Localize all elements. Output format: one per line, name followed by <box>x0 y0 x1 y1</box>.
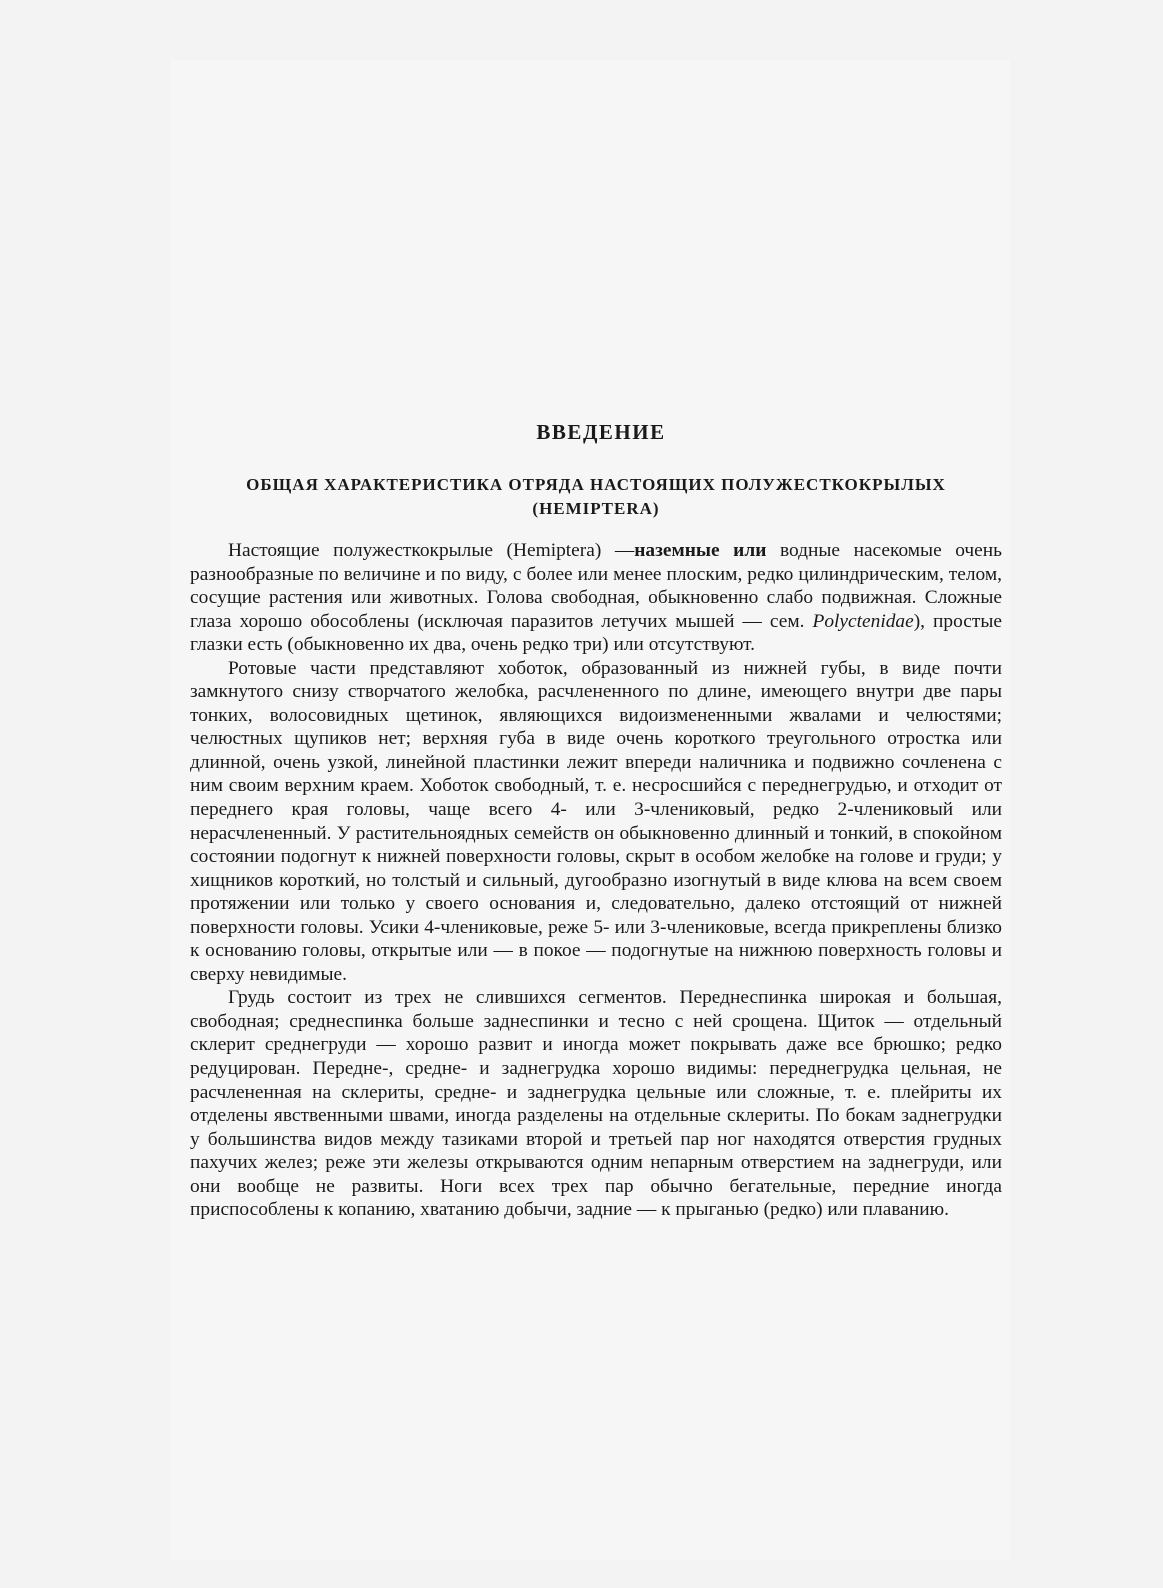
paragraph-3: Грудь состоит из трех не слившихся сегментов. Переднеспинка широкая и большая, свободная; среднеспинка больше заднеспинки и тесно с ней срощена. Щиток — отдельный склерит среднегруди — хорошо развит и иногда может покрывать даже все брюшко; редко редуцирован. Передне-, средне- и заднегрудка хорошо видимы: переднегрудка цельная, не расчлененная на склериты, средне- и заднегрудка цельные или сложные, т. е. плейриты их отделены явственными швами, иногда разделены на отдельные склериты. По бокам заднегрудки у большинства видов между тазиками второй и третьей пар ног находятся отверстия грудных пахучих желез; реже эти железы открываются одним непарным отверстием на заднегруди, или они вообще не развиты. Ноги всех трех пар обычно бегательные, передние иногда приспособлены к копанию, хватанию добычи, задние — к прыганью (редко) или плаванию. <box>190 987 1002 1221</box>
paragraph-2: Ротовые части представляют хоботок, образованный из нижней губы, в виде почти замкнутого снизу створчатого желобка, расчлененного по длине, имеющего внутри две пары тонких, волосовидных щетинок, являющихся видоизмененными жвалами и челюстями; челюстных щупиков нет; верхняя губа в виде очень короткого треугольного отростка или длинной, очень узкой, линейной пластинки лежит впереди наличника и подвижно сочленена с ним своим верхним краем. Хоботок свободный, т. е. несросшийся с переднегрудью, и отходит от переднего края головы, чаще всего 4- или 3-члениковый, редко 2-члениковый или нерасчлененный. У растительноядных семейств он обыкновенно длинный и тонкий, в спокойном состоянии подогнут к нижней поверхности головы, скрыт в особом желобке на голове и груди; у хищников короткий, но толстый и сильный, дугообразно изогнутый в виде клюва на всем своем протяжении или только у своего основания и, следовательно, далеко отстоящий от нижней поверхности головы. Усики 4-члениковые, реже 5- или 3-члениковые, всегда прикреплены близко к основанию головы, открытые или — в покое — подогнутые на нижнюю поверхность головы и сверху невидимые. <box>190 657 1002 985</box>
paragraph-1-text-a: Настоящие полужесткокрылые (Hemiptera) — <box>228 540 635 561</box>
page-content <box>190 420 1002 1222</box>
subtitle-line-2: (HEMIPTERA) <box>532 499 660 518</box>
paragraph-1-text-c: ), простые глазки есть (обыкновенно их два, очень редко три) или отсутствуют. <box>190 610 1002 656</box>
chapter-title: ВВЕДЕНИЕ <box>536 420 666 444</box>
paragraph-1-italic-family: Polyctenidae <box>812 610 914 632</box>
section-subtitle <box>190 473 1002 521</box>
paragraph-1-bold: наземные или <box>634 540 767 561</box>
subtitle-line-1: ОБЩАЯ ХАРАКТЕРИСТИКА ОТРЯДА НАСТОЯЩИХ ПОЛУЖЕСТКОКРЫЛЫХ <box>246 475 946 494</box>
paragraph-1-text-b: водные насекомые очень разнообразные по величине и по виду, с более или менее плоским, редко цилиндрическим, телом, сосущие растения или животных. Голова свободная, обыкновенно слабо подвижная. Сложные глаза хорошо обособлены (исключая паразитов летучих мышей — сем. <box>190 540 1003 632</box>
paragraph-1 <box>190 539 1002 657</box>
